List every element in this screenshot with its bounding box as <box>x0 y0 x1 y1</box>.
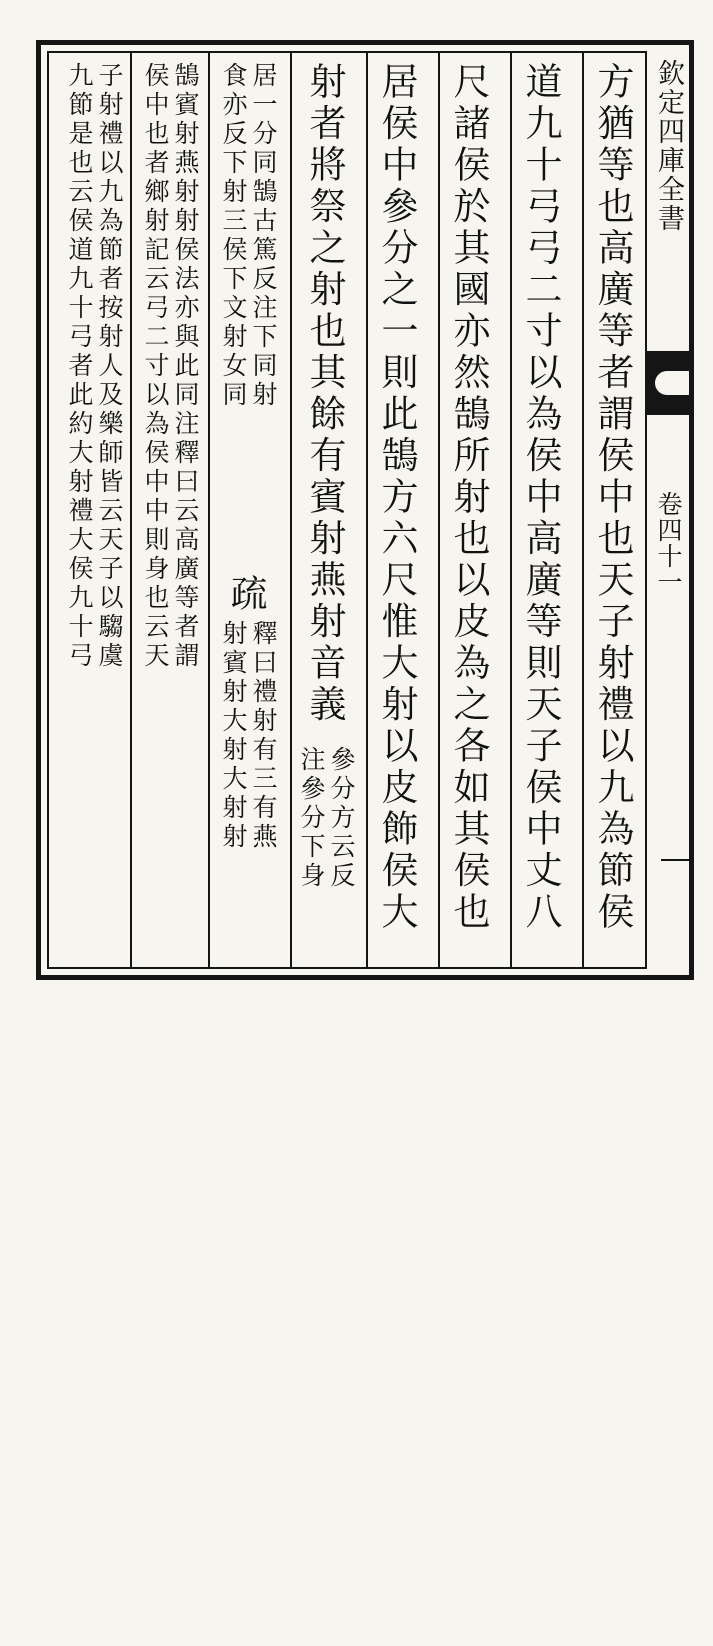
text-column-1: 方猶等也高廣等者謂侯中也天子射禮以九為節侯 <box>591 62 634 934</box>
column-divider <box>290 51 292 969</box>
column-divider <box>130 51 132 969</box>
annotation-column-5 <box>296 746 356 1646</box>
commentary-column-8 <box>62 62 122 962</box>
commentary-right: 子射禮以九為節者按射人及樂師皆云天子以騶虞 <box>95 62 124 671</box>
page-margin <box>647 51 689 969</box>
annotation-text: 參分 <box>327 746 356 804</box>
commentary-right: 釋曰禮射有三有燕 <box>249 620 278 852</box>
commentary-left: 侯中也者鄉射記云弓二寸以為侯中中則身也云天 <box>141 62 170 671</box>
annotation-left <box>296 746 326 891</box>
text-column-2: 道九十弓弓二寸以為侯中高廣等則天子侯中丈八 <box>519 62 562 934</box>
annotation-text: 分下身 <box>297 804 326 891</box>
annotation-right <box>326 746 356 891</box>
volume-number: 卷四十一 <box>654 491 683 595</box>
column-divider <box>208 51 210 969</box>
commentary-column-6b <box>216 620 276 1520</box>
text-column-3: 尺諸侯於其國亦然鵠所射也以皮為之各如其侯也 <box>447 62 490 934</box>
column-divider <box>366 51 368 969</box>
column-divider <box>582 51 584 969</box>
text-column-4: 居侯中參分之一則此鵠方六尺惟大射以皮飾侯大 <box>375 62 418 934</box>
book-title: 欽定四庫全書 <box>653 59 684 233</box>
commentary-left: 射賓射大射大射射 <box>219 620 248 852</box>
commentary-right: 居一分同鵠古篤反注下同射 <box>249 62 278 410</box>
commentary-column-7 <box>138 62 198 962</box>
commentary-left: 食亦反下射三侯下文射女同 <box>219 62 248 410</box>
text-column-5: 射者將祭之射也其餘有賓射燕射音義 <box>303 62 346 726</box>
commentary-right: 鵠賓射燕射射侯法亦與此同注釋曰云高廣等者謂 <box>171 62 200 671</box>
shu-marker: 疏 <box>224 574 267 616</box>
fishtail-mark-icon <box>647 351 689 415</box>
commentary-left: 九節是也云侯道九十弓者此約大射禮大侯九十弓 <box>65 62 94 671</box>
annotation-text: 注參 <box>297 746 326 804</box>
column-divider <box>438 51 440 969</box>
column-divider <box>510 51 512 969</box>
margin-rule <box>661 859 689 861</box>
annotation-text: 方云反 <box>327 804 356 891</box>
